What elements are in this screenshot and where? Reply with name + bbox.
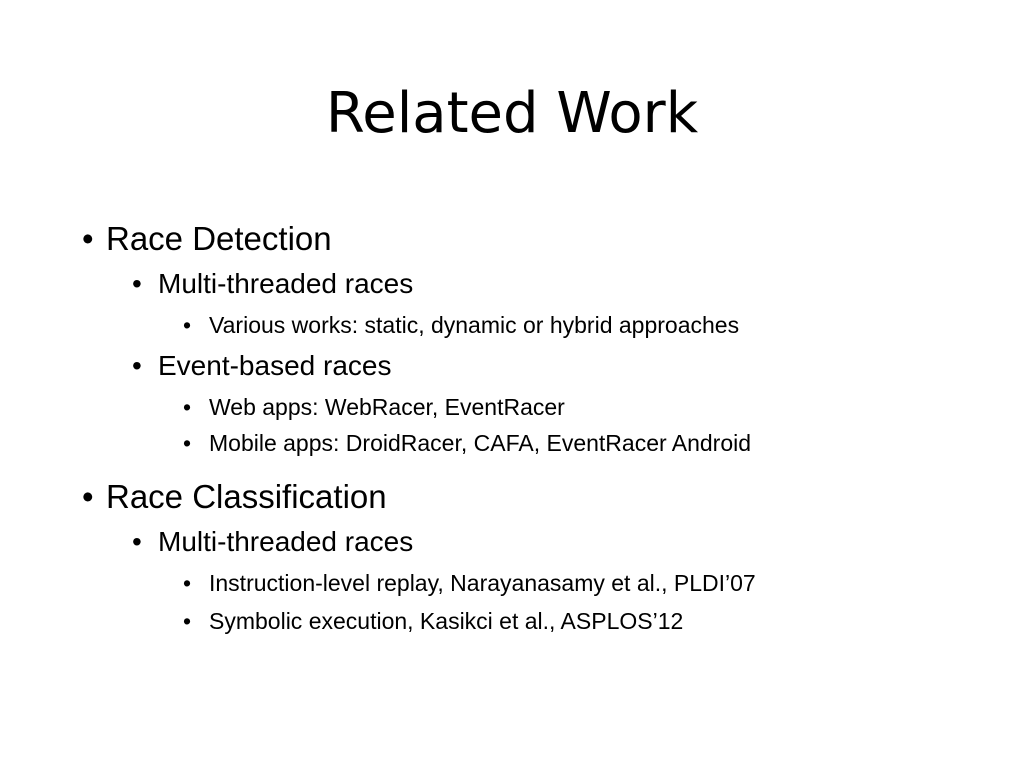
bullet-icon: • — [183, 430, 192, 456]
bullet-icon: • — [82, 220, 94, 257]
bullet-label: Multi-threaded races — [158, 526, 414, 557]
bullet-icon: • — [132, 350, 142, 381]
bullet-icon: • — [132, 526, 142, 557]
bullet-label: Race Classification — [106, 478, 387, 515]
bullet-web-apps — [183, 394, 565, 420]
bullet-label: Multi-threaded races — [158, 268, 414, 299]
slide-title: Related Work — [325, 81, 699, 146]
bullet-mobile-apps — [183, 430, 752, 456]
bullet-icon: • — [183, 608, 192, 634]
bullet-event-based-races — [132, 350, 392, 381]
bullet-label: Symbolic execution, Kasikci et al., ASPLOS’12 — [209, 608, 684, 634]
bullet-label: Race Detection — [106, 220, 332, 257]
bullet-multi-threaded-races-2 — [132, 526, 414, 557]
bullet-multi-threaded-races — [132, 268, 414, 299]
bullet-icon: • — [183, 394, 192, 420]
bullet-label: Instruction-level replay, Narayanasamy et al., PLDI’07 — [209, 570, 756, 596]
bullet-various-works — [183, 312, 740, 338]
bullet-icon: • — [82, 478, 94, 515]
bullet-icon: • — [183, 312, 192, 338]
bullet-instruction-level-replay — [183, 570, 756, 596]
bullet-symbolic-execution — [183, 608, 684, 634]
bullet-race-detection — [82, 220, 332, 257]
bullet-label: Event-based races — [158, 350, 392, 381]
bullet-race-classification — [82, 478, 387, 515]
bullet-label: Various works: static, dynamic or hybrid approaches — [209, 312, 740, 338]
bullet-icon: • — [183, 570, 192, 596]
bullet-label: Mobile apps: DroidRacer, CAFA, EventRacer Android — [209, 430, 752, 456]
bullet-icon: • — [132, 268, 142, 299]
bullet-label: Web apps: WebRacer, EventRacer — [209, 394, 565, 420]
